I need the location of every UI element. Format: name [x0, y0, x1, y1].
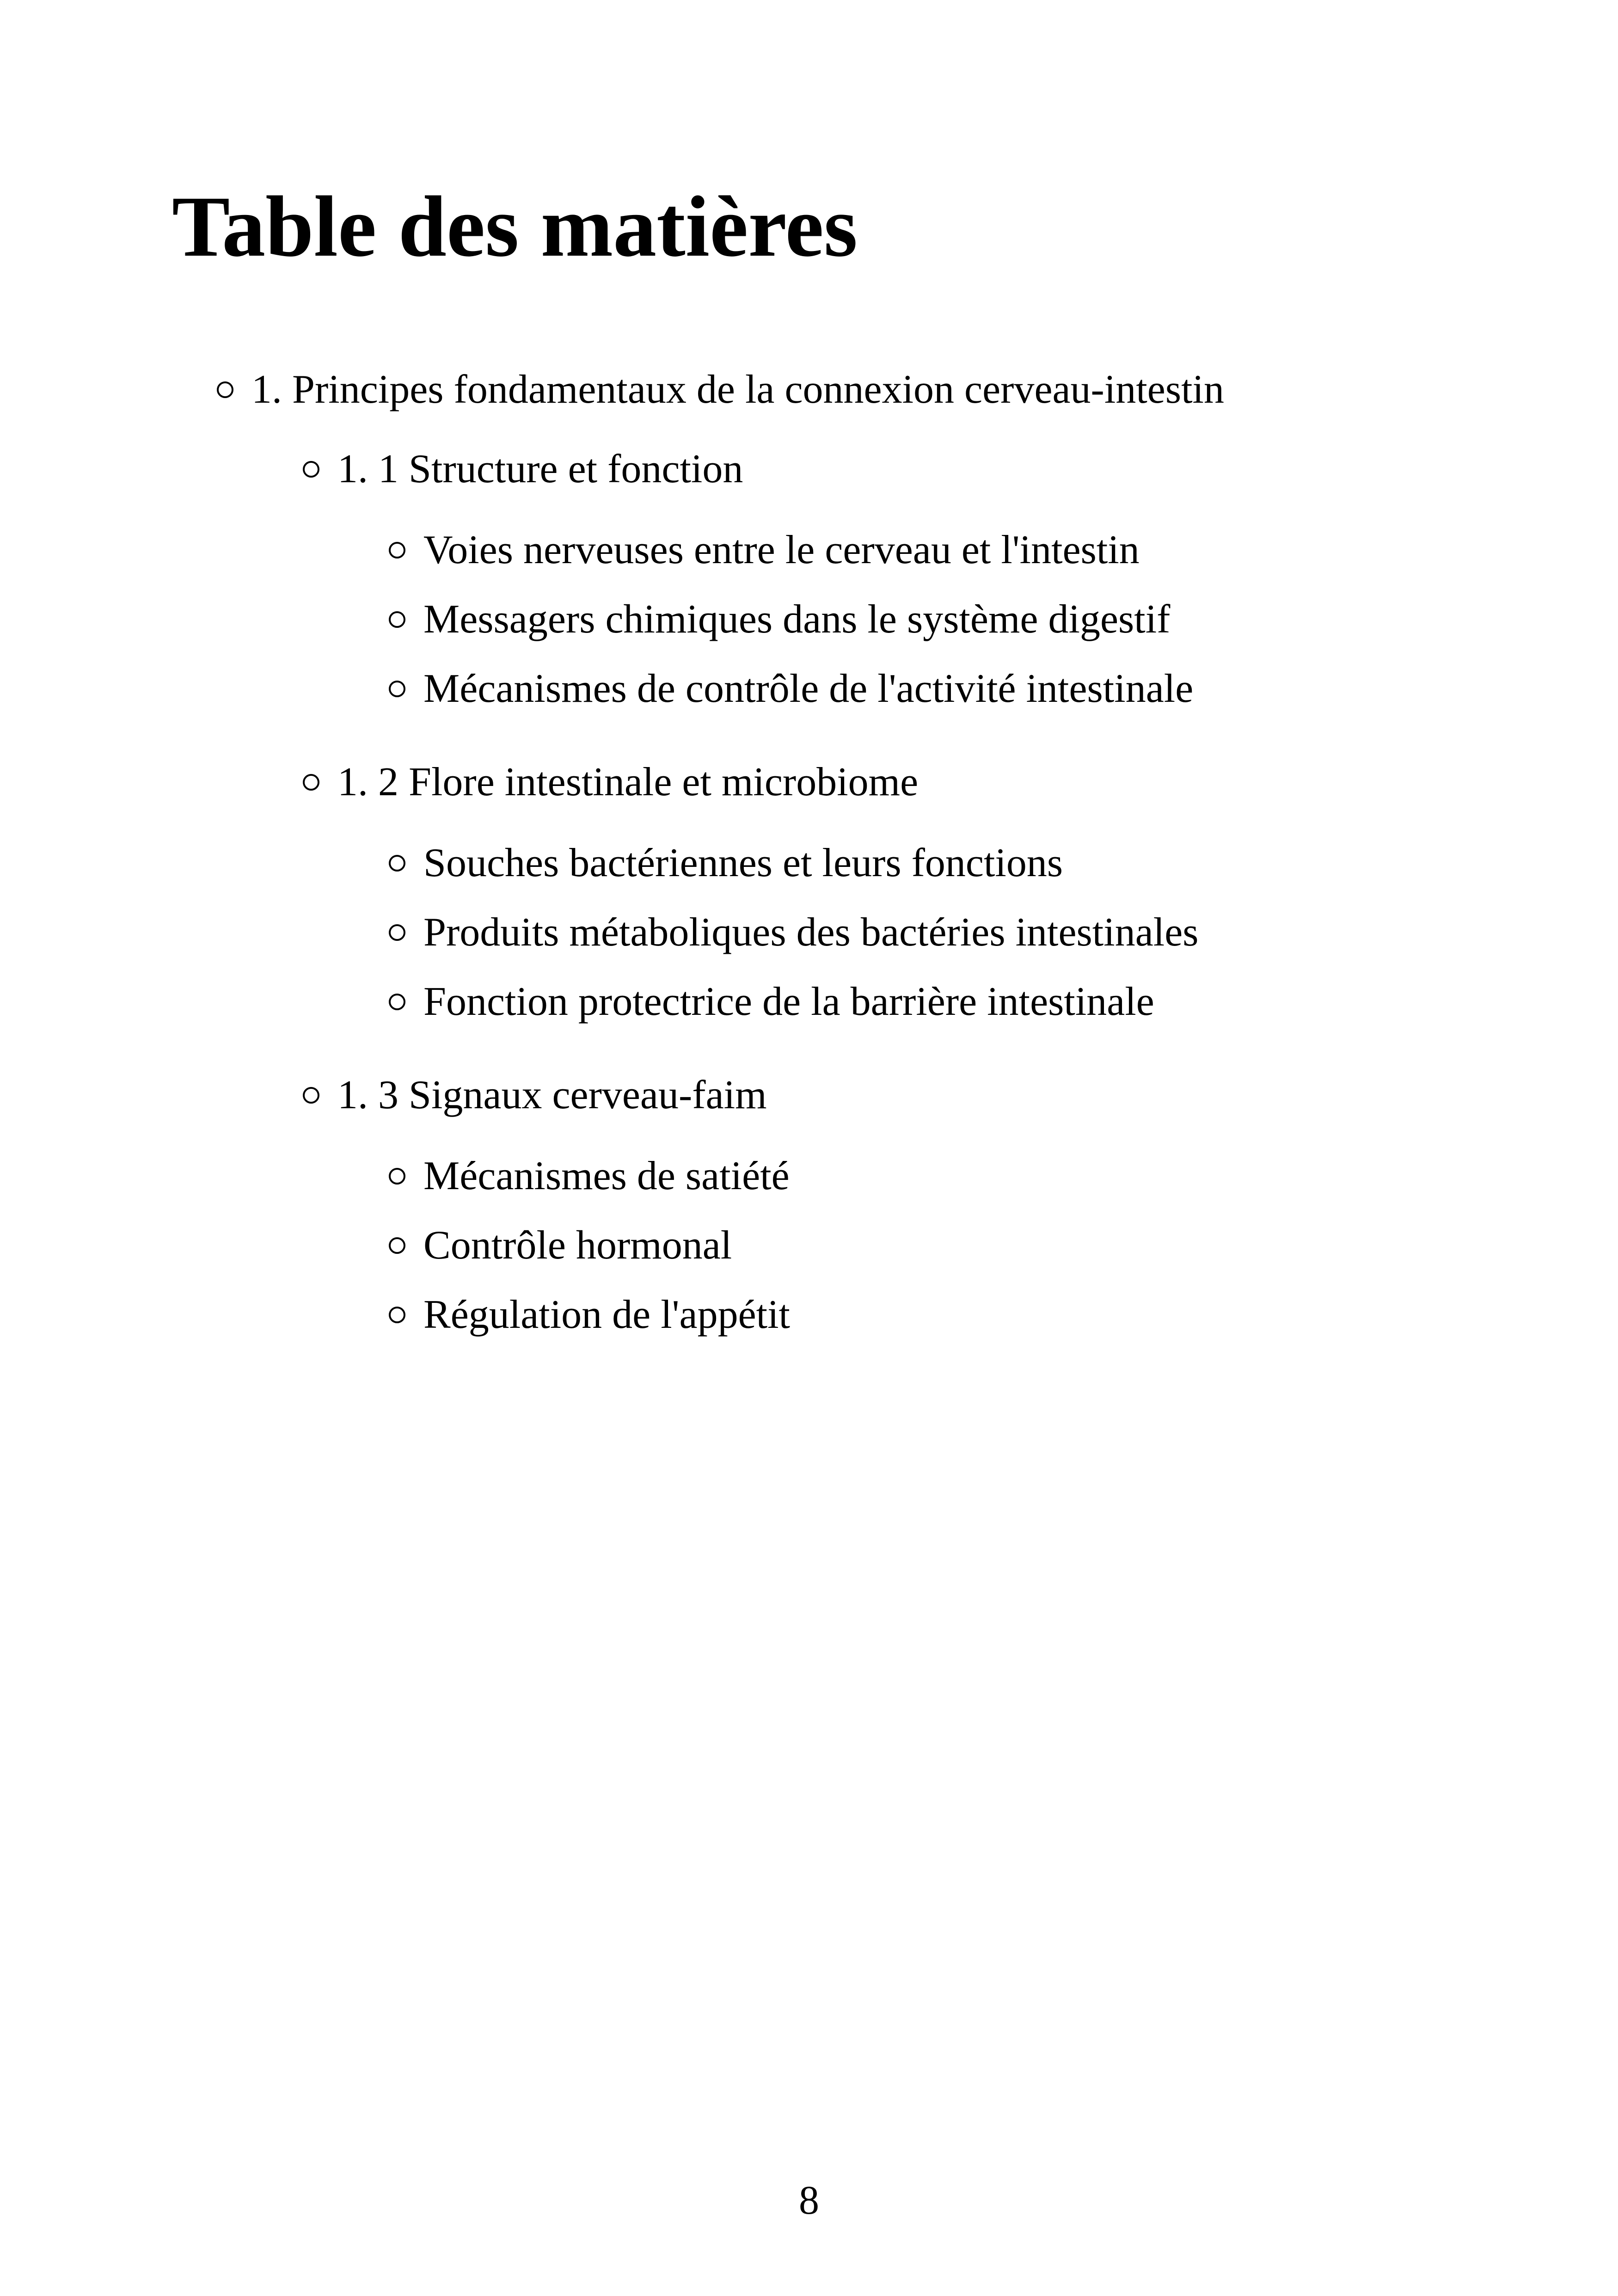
hollow-circle-icon [387, 1236, 407, 1255]
hollow-circle-icon [387, 610, 407, 629]
toc-entry-item[interactable] [387, 1287, 790, 1343]
toc-entry-section-1-3[interactable] [301, 1068, 767, 1123]
toc-entry-label: Mécanismes de satiété [423, 1154, 790, 1198]
toc-entry-item[interactable] [387, 835, 1063, 891]
hollow-circle-icon [215, 380, 235, 399]
hollow-circle-icon [387, 853, 407, 873]
hollow-circle-icon [301, 460, 321, 479]
toc-entry-label: 1. 1 Structure et fonction [337, 447, 743, 491]
hollow-circle-icon [387, 923, 407, 942]
toc-entry-label: Voies nerveuses entre le cerveau et l'intestin [423, 528, 1140, 572]
toc-entry-label: Régulation de l'appétit [423, 1292, 790, 1337]
hollow-circle-icon [301, 1086, 321, 1105]
toc-entry-label: Fonction protectrice de la barrière intestinale [423, 979, 1154, 1024]
toc-entry-item[interactable] [387, 661, 1193, 717]
toc-entry-label: Messagers chimiques dans le système digestif [423, 597, 1171, 642]
page-number: 8 [799, 2178, 819, 2223]
toc-entry-section-1-1[interactable] [301, 442, 743, 497]
toc-entry-label: Mécanismes de contrôle de l'activité intestinale [423, 666, 1194, 711]
toc-entry-label: Contrôle hormonal [423, 1223, 732, 1268]
hollow-circle-icon [387, 679, 407, 699]
toc-entry-chapter-1[interactable] [215, 362, 1224, 417]
toc-entry-label: Produits métaboliques des bactéries intestinales [423, 910, 1199, 955]
page-title: Table des matières [172, 178, 858, 275]
hollow-circle-icon [301, 773, 321, 792]
toc-entry-item[interactable] [387, 1218, 732, 1273]
hollow-circle-icon [387, 1166, 407, 1186]
toc-entry-item[interactable] [387, 592, 1170, 647]
toc-entry-label: 1. 3 Signaux cerveau-faim [337, 1073, 767, 1117]
toc-entry-label: 1. 2 Flore intestinale et microbiome [337, 760, 919, 804]
hollow-circle-icon [387, 992, 407, 1012]
toc-entry-item[interactable] [387, 905, 1199, 960]
toc-entry-label: Souches bactériennes et leurs fonctions [423, 841, 1063, 885]
toc-entry-item[interactable] [387, 1148, 790, 1204]
toc-entry-item[interactable] [387, 974, 1154, 1030]
toc-entry-item[interactable] [387, 522, 1140, 578]
toc-entry-label: 1. Principes fondamentaux de la connexion cerveau-intestin [251, 367, 1224, 412]
hollow-circle-icon [387, 1305, 407, 1325]
hollow-circle-icon [387, 540, 407, 560]
toc-entry-section-1-2[interactable] [301, 755, 918, 810]
